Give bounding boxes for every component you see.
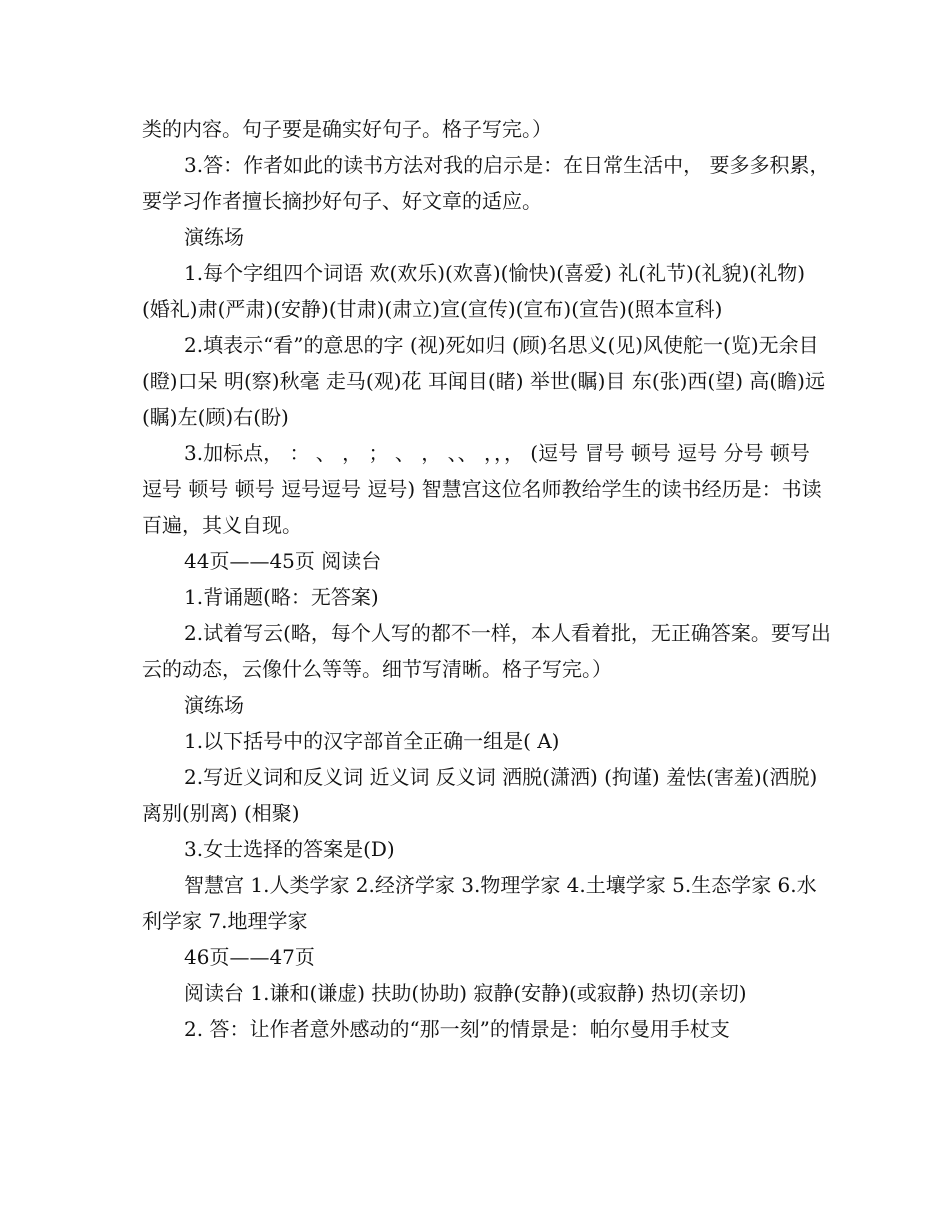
paragraph-punctuation: 3.加标点， ： 、 ， ； 、 ， 、、 ，，， (逗号 冒号 顿号 逗号 分号 顿号 逗号 顿号 顿号 逗号逗号 逗号) 智慧宫这位名师教给学生的读书经历是：书读百遍，其义自现。 <box>142 441 822 537</box>
section-heading-pages-46-47: 46页——47页 <box>184 945 315 969</box>
paragraph-recitation: 1.背诵题(略：无答案) <box>184 585 379 609</box>
paragraph-look-characters: 2.填表示“看”的意思的字 (视)死如归 (顾)名思义(见)风使舵一(览)无余目(瞪)口呆 明(察)秋毫 走马(观)花 耳闻目(睹) 举世(瞩)目 东(张)西(望) 高(瞻)远(瞩)左(顾)右(盼) <box>142 333 825 429</box>
paragraph-lady-answer: 3.女士选择的答案是(D) <box>184 837 395 861</box>
paragraph-continuation: 类的内容。句子要是确实好句子。格子写完。） <box>142 117 552 141</box>
paragraph-radicals: 1.以下括号中的汉字部首全正确一组是( A) <box>184 729 560 753</box>
document-body <box>142 111 832 1047</box>
paragraph-answer-3: 3.答：作者如此的读书方法对我的启示是：在日常生活中， 要多多积累， 要学习作者擅长摘抄好句子、好文章的适应。 <box>142 153 830 213</box>
section-heading-pages-44-45: 44页——45页 阅读台 <box>184 549 382 573</box>
paragraph-answer-2: 2. 答：让作者意外感动的“那一刻”的情景是：帕尔曼用手杖支 <box>184 1017 730 1041</box>
section-heading-practice-2: 演练场 <box>184 693 244 717</box>
paragraph-reading-platform: 阅读台 1.谦和(谦虚) 扶助(协助) 寂静(安静)(或寂静) 热切(亲切) <box>184 981 747 1005</box>
paragraph-wisdom-palace: 智慧宫 1.人类学家 2.经济学家 3.物理学家 4.土壤学家 5.生态学家 6.水利学家 7.地理学家 <box>142 873 817 933</box>
paragraph-synonyms-antonyms: 2.写近义词和反义词 近义词 反义词 洒脱(潇洒) (拘谨) 羞怯(害羞)(洒脱)离别(别离) (相聚) <box>142 765 818 825</box>
paragraph-write-clouds: 2.试着写云(略，每个人写的都不一样，本人看着批，无正确答案。要写出云的动态，云像什么等等。细节写清晰。格子写完。） <box>142 621 831 681</box>
section-heading-practice: 演练场 <box>184 225 244 249</box>
paragraph-word-groups: 1.每个字组四个词语 欢(欢乐)(欢喜)(愉快)(喜爱) 礼(礼节)(礼貌)(礼物)(婚礼)肃(严肃)(安静)(甘肃)(肃立)宣(宣传)(宣布)(宣告)(照本宣科) <box>142 261 806 321</box>
